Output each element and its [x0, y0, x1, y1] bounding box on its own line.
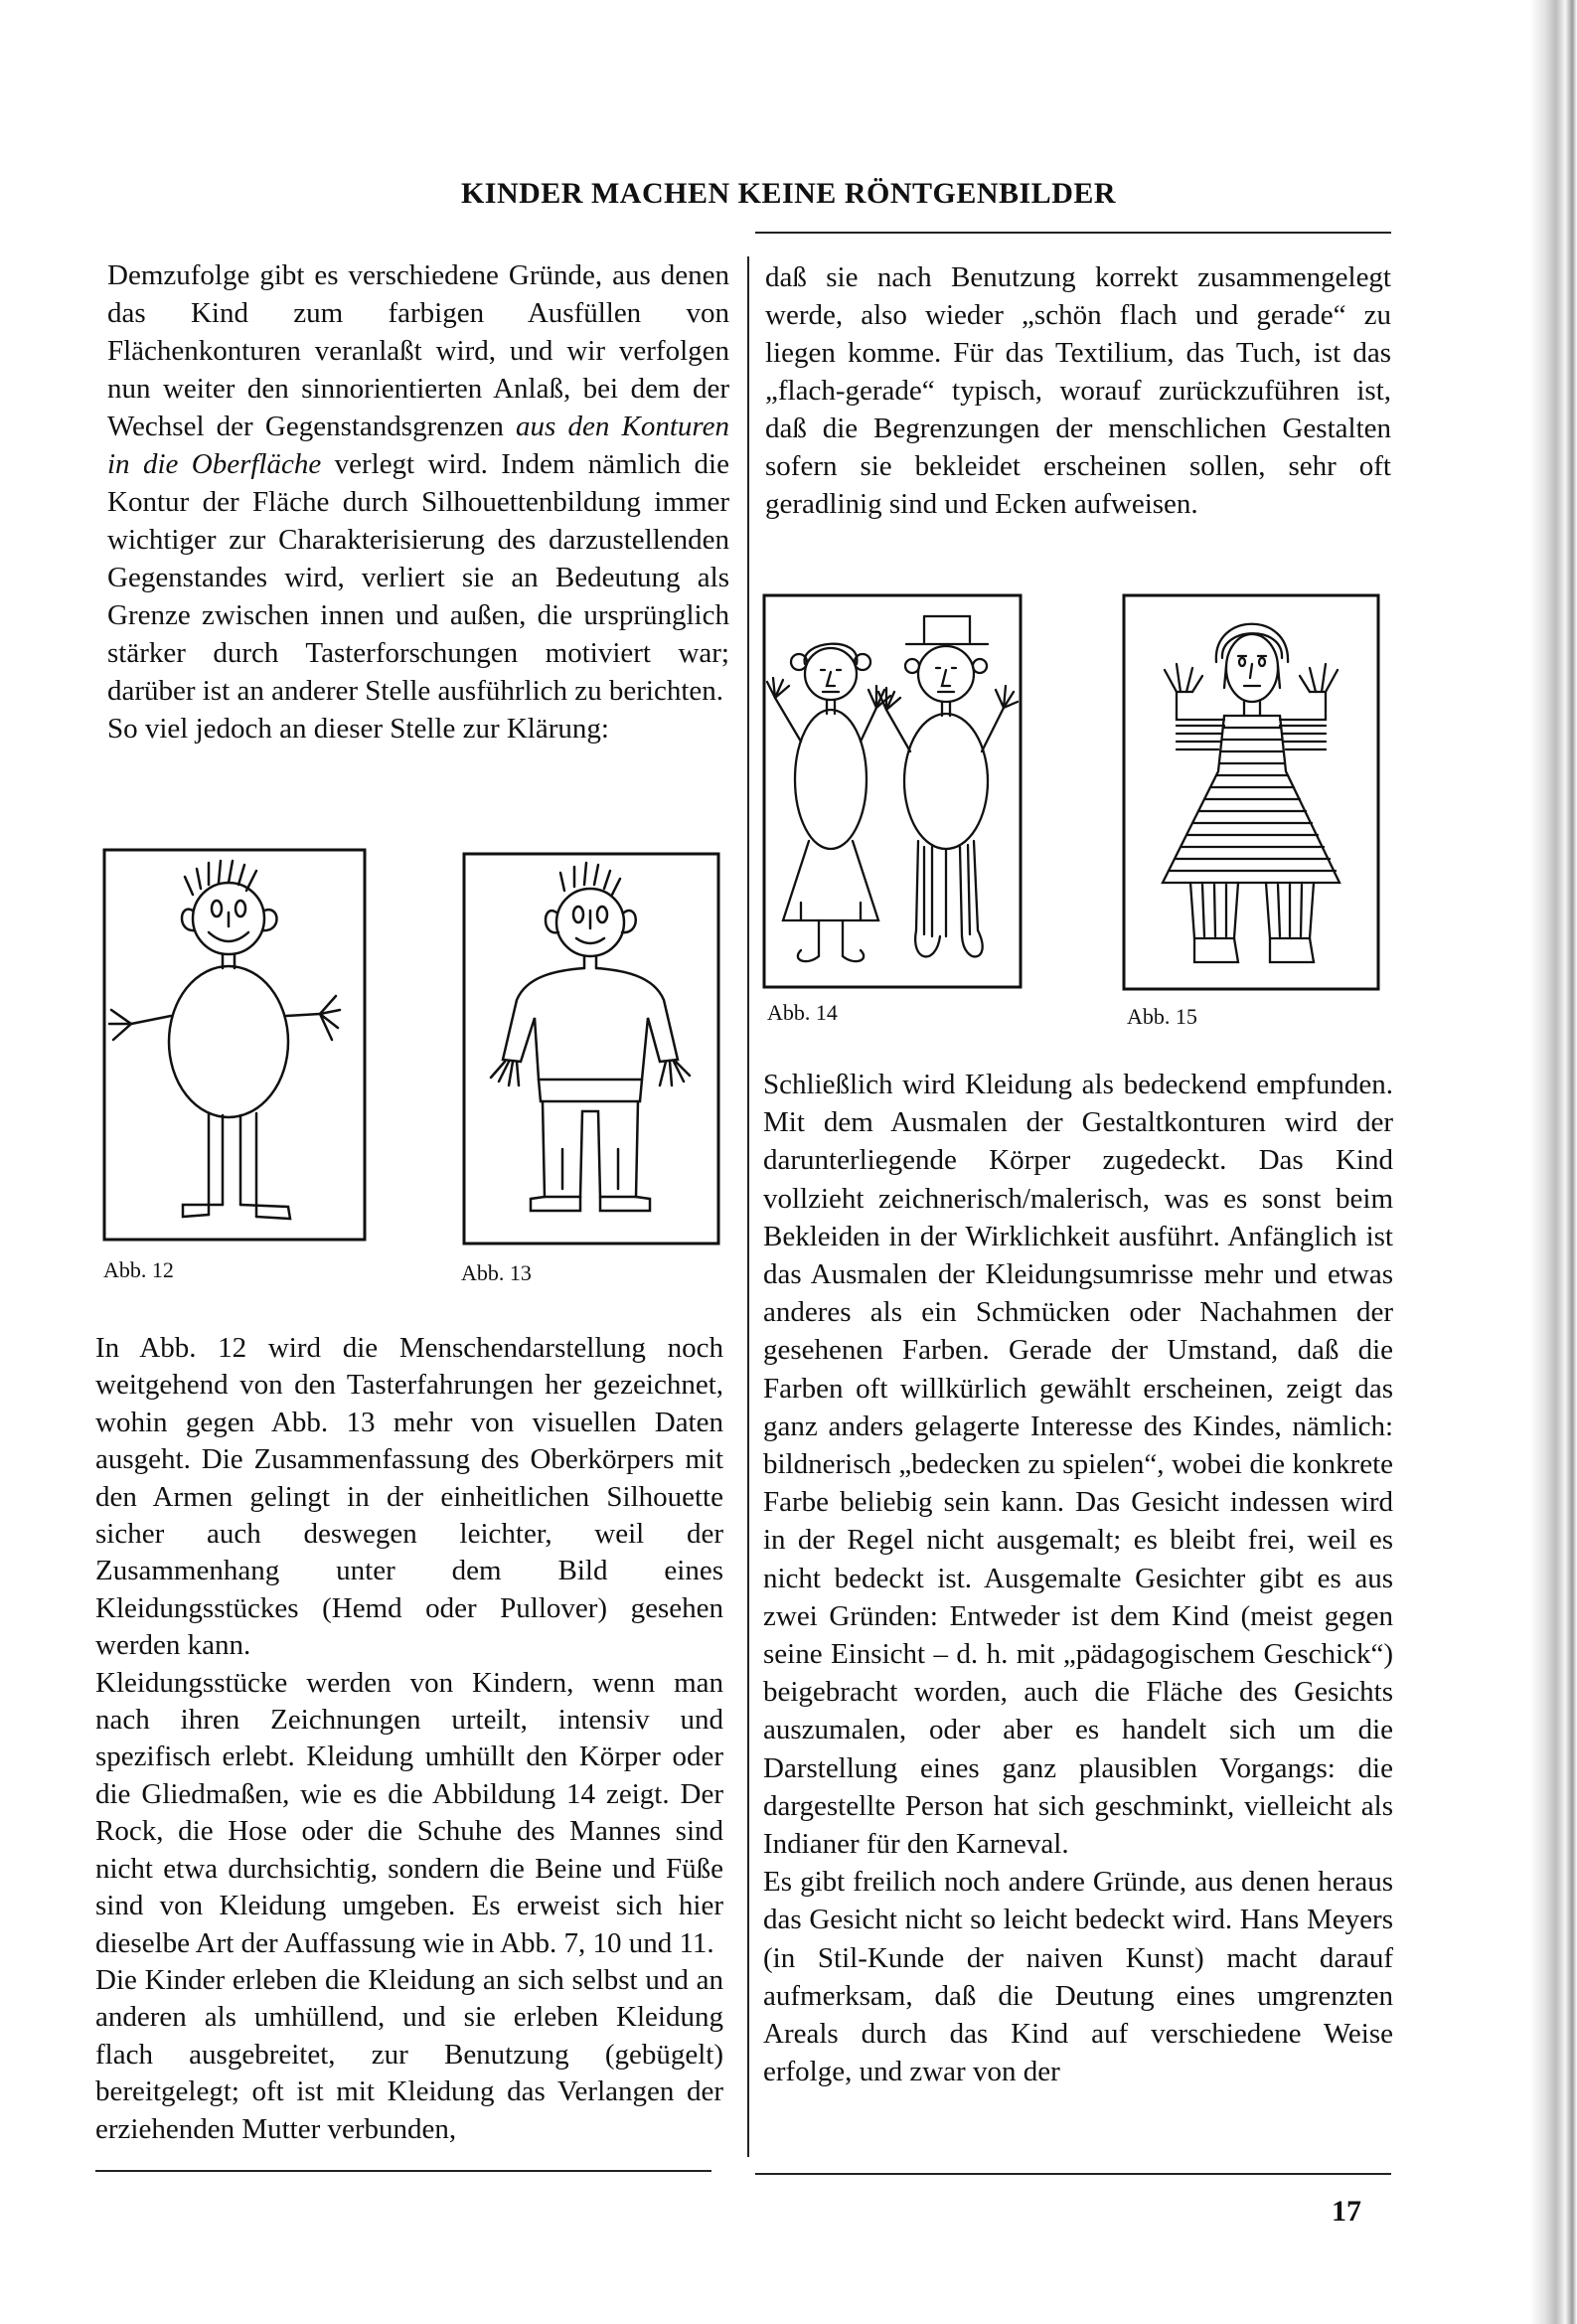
- caption-abb-12: Abb. 12: [103, 1257, 174, 1282]
- paragraph: Schließlich wird Kleidung als bedeckend empfunden. Mit dem Ausmalen der Gestaltkonturen wird der darunterliegende Körper zugedeckt. Das Kind vollzieht zeichnerisch/malerisch, was es sonst beim Bekleiden in der Wirklichkeit ausführt. Anfänglich ist das Ausmalen der Kleidungsumrisse mehr und etwas anderes als ein Schmücken oder Nachahmen der gesehenen Farben. Gerade der Umstand, daß die Farben oft willkürlich gewählt erscheinen, zeigt das ganz anders gelagerte Interesse des Kindes, nämlich: bildnerisch „bedecken zu spielen“, wobei die konkrete Farbe beliebig sein kann. Das Gesicht indessen wird in der Regel nicht ausgemalt; es bleibt frei, weil es nicht bedeckt ist. Ausgemalte Gesichter gibt es aus zwei Gründen: Entweder ist dem Kind (meist gegen seine Einsicht – d. h. mit „pädagogischem Geschick“) beigebracht worden, auch die Fläche des Gesichts auszumalen, oder aber es handelt sich um die Darstellung eines ganz plausiblen Vorgangs: die dargestellte Person hat sich geschminkt, vielleicht als Indianer für den Karneval.: [763, 1069, 1393, 1861]
- paragraph: So viel jedoch an dieser Stelle zur Klärung:: [107, 713, 609, 745]
- child-drawing-figure-12: [101, 847, 370, 1245]
- page-number: 17: [1332, 2195, 1361, 2228]
- figure-abb-12: [101, 847, 370, 1245]
- figure-abb-13: [461, 851, 721, 1248]
- emphasis: aus den Konturen in die Oberfläche: [107, 411, 729, 480]
- caption-abb-13: Abb. 13: [461, 1260, 532, 1285]
- header-rule: [755, 232, 1391, 234]
- paragraph: Es gibt freilich noch andere Gründe, aus denen heraus das Gesicht nicht so leicht bedeckt wird. Hans Meyers (in Stil-Kunde der naiven Kunst) macht darauf aufmerksam, daß die Deutung eines umgrenzten Areals durch das Kind auf verschiedene Weise erfolge, und zwar von der: [763, 1866, 1393, 2088]
- figure-abb-15: [1121, 592, 1381, 992]
- paragraph: Die Kinder erleben die Kleidung an sich selbst und an anderen als umhüllend, und sie erleben Kleidung flach ausgebreitet, zur Benutzung (gebügelt) bereitgelegt; oft ist mit Kleidung das Verlangen der erziehenden Mutter verbunden,: [95, 1963, 723, 2145]
- child-drawing-figure-13: [461, 851, 721, 1248]
- child-drawing-figure-14: [761, 592, 1024, 990]
- running-head: KINDER MACHEN KEINE RÖNTGENBILDER: [460, 177, 1117, 210]
- paragraph: In Abb. 12 wird die Menschendarstellung noch weitgehend von den Tasterfahrungen her gezeichnet, wohin gegen Abb. 13 mehr von visuellen Daten ausgeht. Die Zusammenfassung des Oberkörpers mit den Armen gelingt in der einheitlichen Silhouette sicher auch deswegen leichter, weil der Zusammenhang unter dem Bild eines Kleidungsstückes (Hemd oder Pullover) gesehen werden kann.: [95, 1332, 723, 1662]
- scan-binding-edge: [1530, 0, 1577, 2324]
- right-column-bottom-text: [763, 1066, 1393, 2090]
- paragraph: daß sie nach Benutzung korrekt zusammengelegt werde, also wieder „schön flach und gerade“ zu liegen komme. Für das Textilium, das Tuch, ist das „flach-gerade“ typisch, worauf zurückzuführen ist, daß die Begrenzungen der menschlichen Gestalten sofern sie bekleidet erscheinen sollen, sehr oft geradlinig sind und Ecken aufweisen.: [765, 261, 1391, 520]
- paragraph: Kleidungsstücke werden von Kindern, wenn man nach ihren Zeichnungen urteilt, intensiv und spezifisch erlebt. Kleidung umhüllt den Körper oder die Gliedmaßen, wie es die Abbildung 14 zeigt. Der Rock, die Hose oder die Schuhe des Mannes sind nicht etwa durchsichtig, sondern die Beine und Füße sind von Kleidung umgeben. Es erweist sich hier dieselbe Art der Auffassung wie in Abb. 7, 10 und 11.: [95, 1666, 723, 1959]
- left-column-top-text: [107, 256, 729, 747]
- left-column-bottom-text: [95, 1330, 723, 2148]
- right-column-top-text: [765, 258, 1391, 523]
- paragraph: Demzufolge gibt es verschiedene Gründe, aus denen das Kind zum farbigen Ausfüllen von Flächenkonturen veranlaßt wird, und wir verfolgen nun weiter den sinnorientierten Anlaß, bei dem der Wechsel der Gegenstandsgrenzen aus den Konturen in die Oberfläche verlegt wird. Indem nämlich die Kontur der Fläche durch Silhouettenbildung immer wichtiger zur Charakterisierung des darzustellenden Gegenstandes wird, verliert sie an Bedeutung als Grenze zwischen innen und außen, die ursprünglich stärker durch Tasterforschungen motiviert war; darüber ist an anderer Stelle ausführlich zu berichten.: [107, 259, 729, 707]
- caption-abb-14: Abb. 14: [767, 1000, 838, 1025]
- figure-abb-14: [761, 592, 1024, 990]
- footer-rule-left: [95, 2170, 711, 2172]
- caption-abb-15: Abb. 15: [1127, 1004, 1197, 1029]
- footer-rule-right: [755, 2173, 1391, 2175]
- child-drawing-figure-15: [1121, 592, 1381, 992]
- column-divider: [747, 256, 749, 2157]
